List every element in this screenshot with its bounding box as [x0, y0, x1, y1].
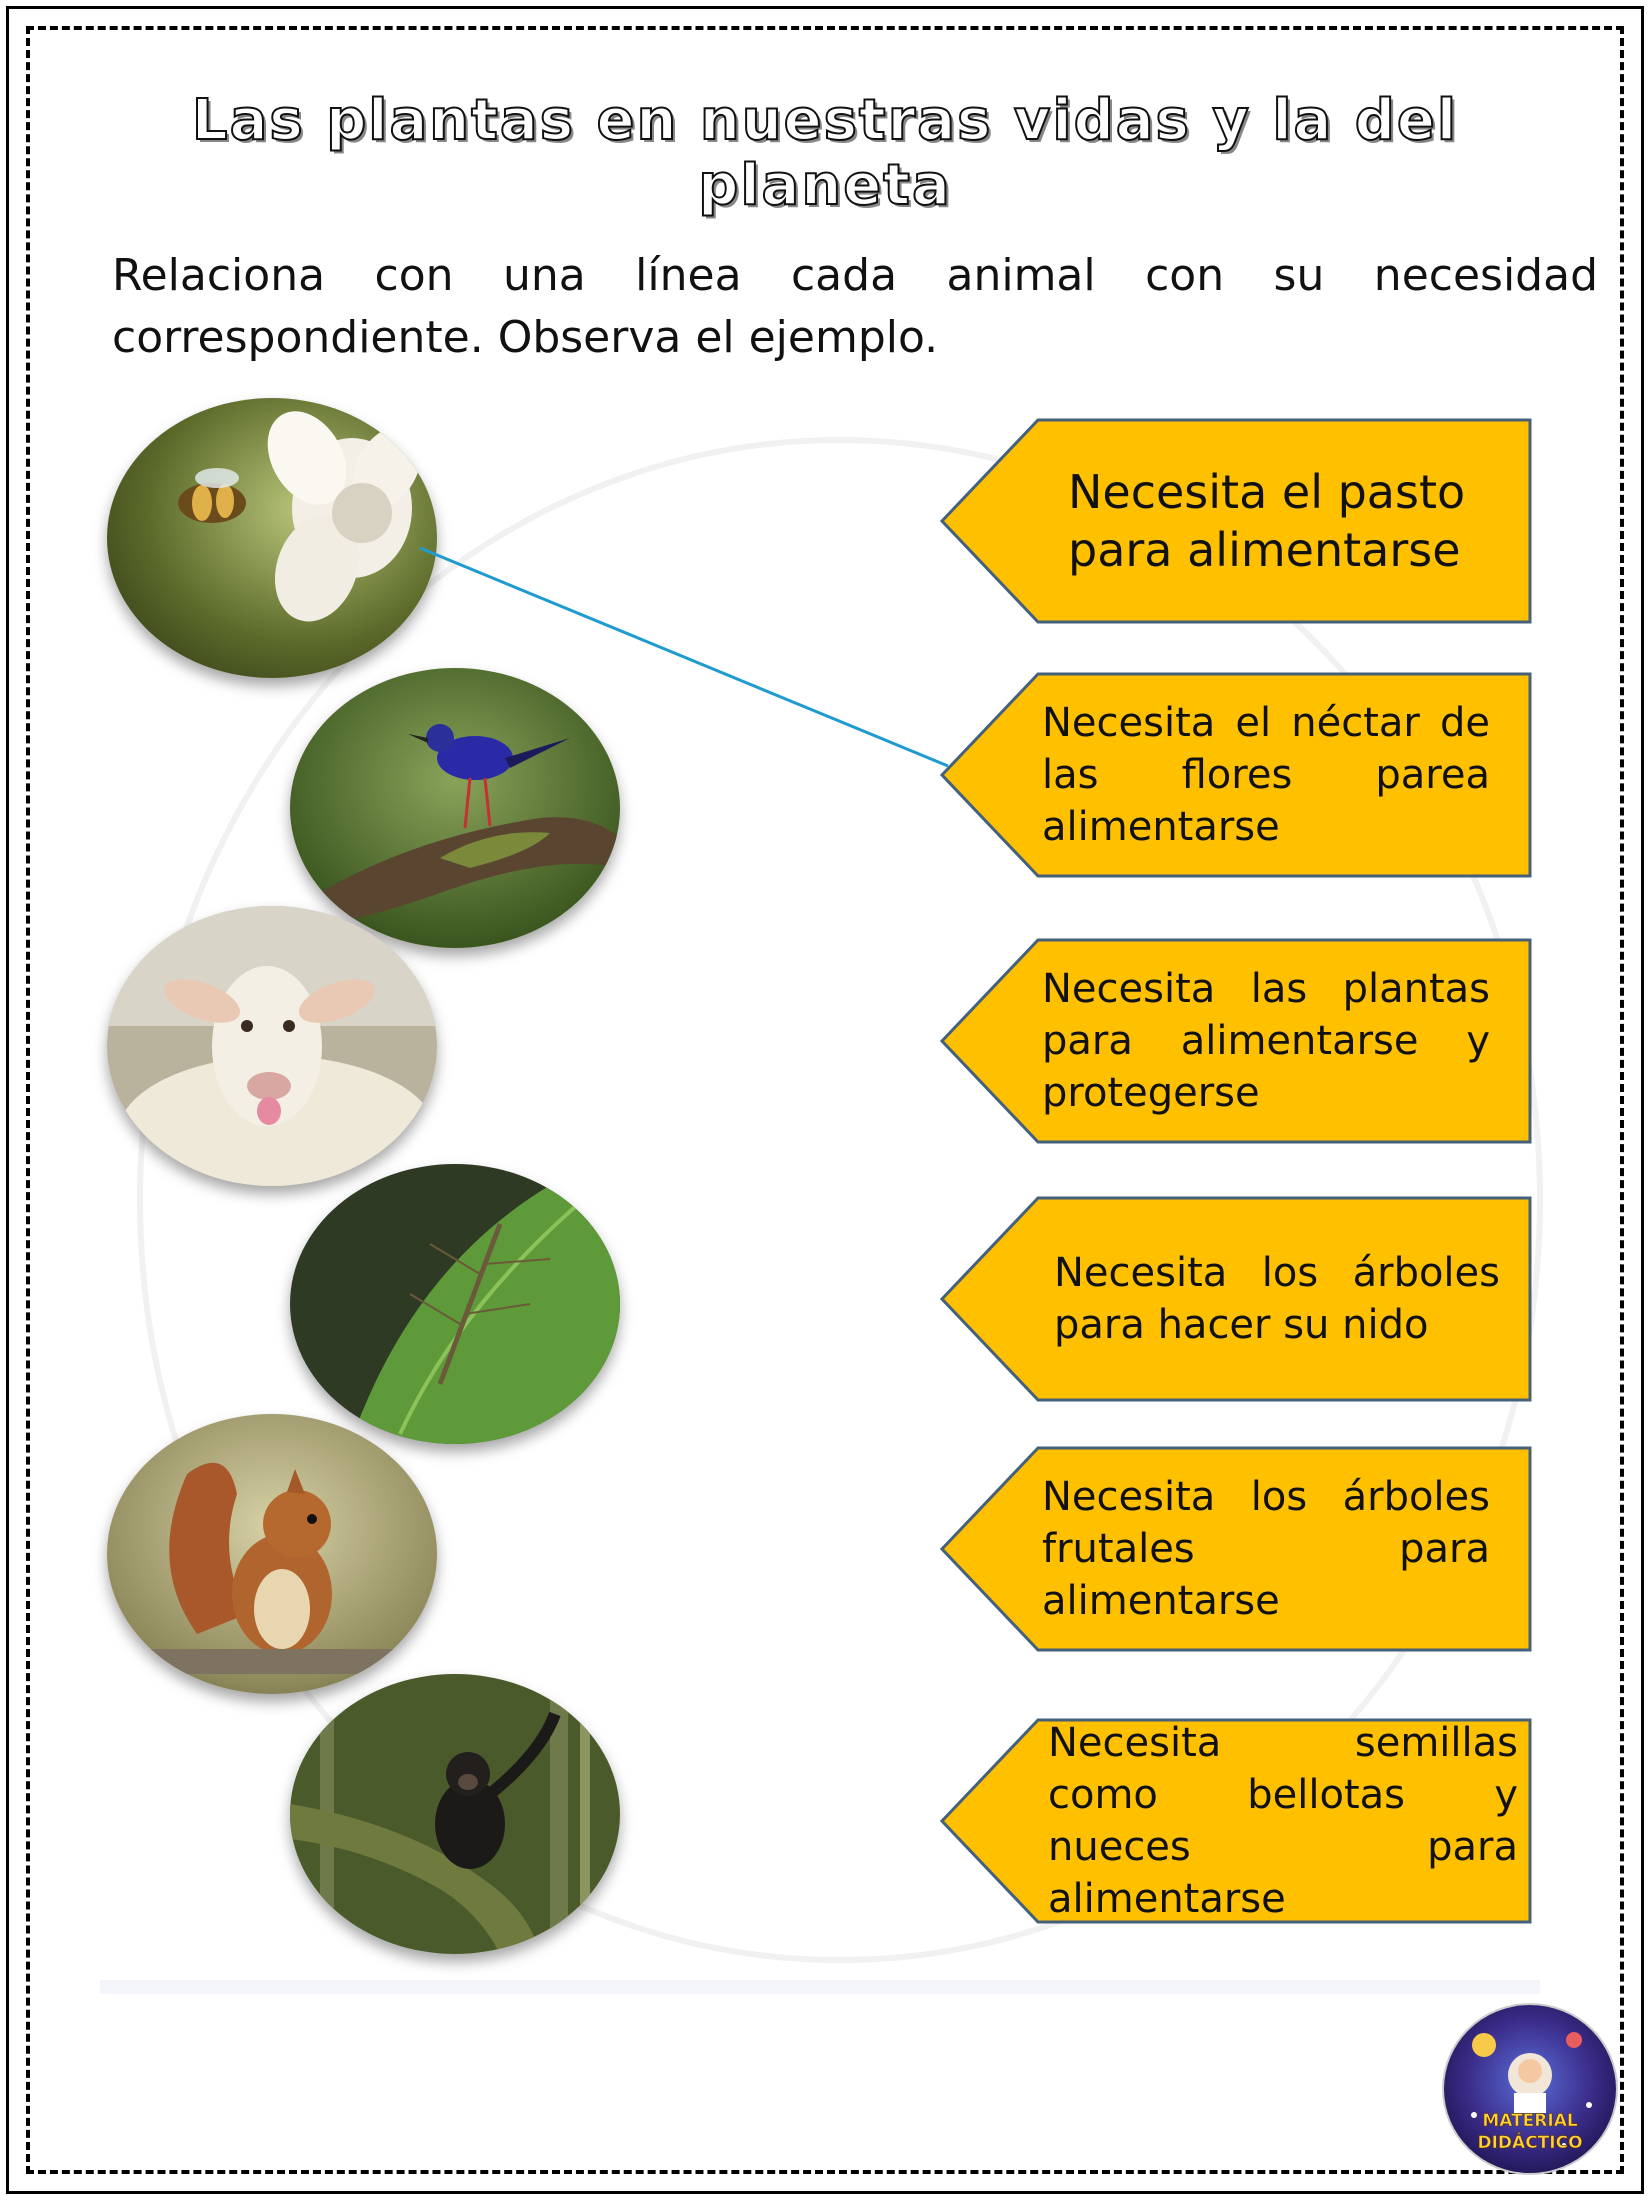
need-text-1: Necesita el pasto para alimentarse [1068, 465, 1466, 577]
need-card-6[interactable] [940, 1718, 1532, 1924]
photo-chimpanzee[interactable] [290, 1674, 620, 1954]
need-card-3[interactable] [940, 938, 1532, 1144]
photo-squirrel[interactable] [107, 1414, 437, 1694]
need-card-5[interactable] [940, 1446, 1532, 1652]
stick-insect-image [290, 1164, 620, 1444]
sheep-image [107, 906, 437, 1186]
bee-flower-image [107, 398, 437, 678]
squirrel-image [107, 1414, 437, 1694]
need-text-5: Necesita los árboles frutales para alimentarse [1042, 1474, 1490, 1624]
logo-text-line1: MATERIAL [1482, 2111, 1578, 2131]
logo-text-line2: DIDÁCTICO [1477, 2133, 1583, 2153]
instructions-text: Relaciona con una línea cada animal con su necesidad correspondiente. Observa el ejemplo. [112, 250, 1598, 363]
blue-bird-image [290, 668, 620, 948]
need-text-3: Necesita las plantas para alimentarse y protegerse [1042, 966, 1490, 1116]
worksheet-title: Las plantas en nuestras vidas y la del planeta [191, 88, 1459, 218]
material-didactico-logo [1442, 2003, 1618, 2175]
photo-sheep[interactable] [107, 906, 437, 1186]
need-card-4[interactable] [940, 1196, 1532, 1402]
photo-stick-insect[interactable] [290, 1164, 620, 1444]
photo-blue-bird[interactable] [290, 668, 620, 948]
need-text-2: Necesita el néctar de las flores parea alimentarse [1042, 700, 1490, 850]
need-text-4: Necesita los árboles para hacer su nido [1054, 1250, 1500, 1348]
chimpanzee-image [290, 1674, 620, 1954]
photo-bee-on-flower[interactable] [107, 398, 437, 678]
need-card-1[interactable] [940, 418, 1532, 624]
need-card-2[interactable] [940, 672, 1532, 878]
need-text-6: Necesita semillas como bellotas y nueces para alimentarse [1048, 1720, 1518, 1922]
